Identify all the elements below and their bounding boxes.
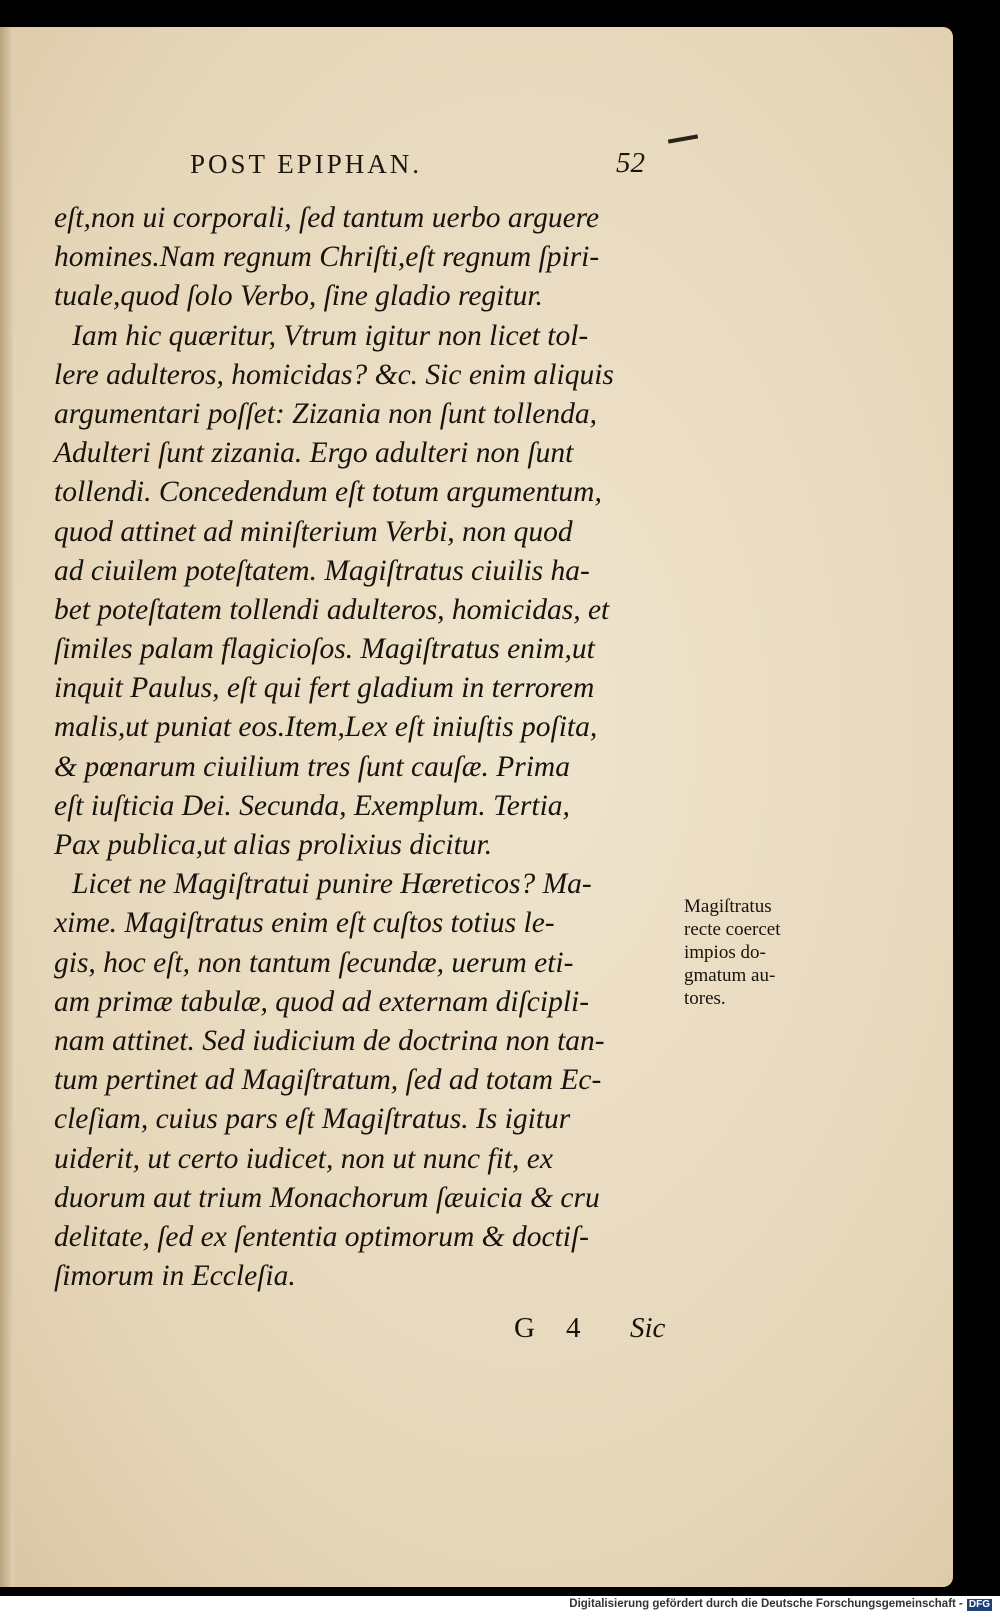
- margin-line: Magiſtratus: [684, 896, 772, 917]
- text-line: ſimorum in Eccleſia.: [54, 1260, 296, 1293]
- signature-mark: G: [514, 1312, 535, 1344]
- margin-line: gmatum au-: [684, 965, 776, 986]
- text-line: Pax publica,ut alias prolixius dicitur.: [54, 829, 493, 861]
- text-line: Licet ne Magiſtratui punire Hæreticos? Ma-: [72, 868, 592, 901]
- text-line: tollendi. Concedendum eſt totum argumentum,: [54, 476, 602, 509]
- dfg-logo: DFG: [968, 1599, 990, 1610]
- text-line: delitate, ſed ex ſententia optimorum & doctiſ-: [54, 1220, 589, 1253]
- ink-mark: [668, 134, 698, 143]
- text-line: tum pertinet ad Magiſtratum, ſed ad totam Ec-: [54, 1064, 602, 1097]
- margin-line: impios dо-: [684, 942, 766, 963]
- text-line: ad ciuilem poteſtatem. Magiſtratus ciuilis ha-: [54, 554, 590, 587]
- text-line: gis, hoc eſt, non tantum ſecundæ, uerum eti-: [54, 946, 574, 979]
- folio-number: 52: [616, 147, 645, 179]
- text-line: argumentari poſſet: Zizania non ſunt tollenda,: [54, 397, 598, 430]
- book-page: [0, 27, 953, 1587]
- footer-credit-text: Digitalisierung gefördert durch die Deutsche Forschungsgemeinschaft -: [569, 1598, 963, 1610]
- catchword: Sic: [630, 1312, 666, 1344]
- margin-line: tores.: [684, 988, 726, 1009]
- text-line: tuale,quod ſolo Verbo, ſine gladio regitur.: [54, 280, 543, 313]
- running-head: POST EPIPHAN.: [190, 149, 423, 179]
- text-line: & pœnarum ciuilium tres ſunt cauſæ. Prima: [54, 750, 570, 783]
- text-line: xime. Magiſtratus enim eſt cuſtos totius le-: [54, 907, 555, 940]
- footer-credit: [569, 1598, 992, 1611]
- text-line: uiderit, ut certo iudicet, non ut nunc fit, ex: [54, 1142, 553, 1175]
- margin-line: recte coercet: [684, 919, 781, 940]
- marginal-note: [684, 895, 844, 1010]
- text-line: quod attinet ad miniſterium Verbi, non quod: [54, 515, 573, 548]
- text-line: cleſiam, cuius pars eſt Magiſtratus. Is igitur: [54, 1103, 571, 1136]
- text-line: inquit Paulus, eſt qui fert gladium in terrorem: [54, 672, 595, 705]
- text-line: Adulteri ſunt zizania. Ergo adulteri non ſunt: [54, 437, 574, 470]
- text-line: bet poteſtatem tollendi adulteros, homicidas, et: [54, 593, 610, 626]
- body-text: [54, 199, 674, 1296]
- text-line: homines.Nam regnum Chriſti,eſt regnum ſpiri-: [54, 241, 600, 274]
- text-line: eſt,non ui corporali, ſed tantum uerbo arguere: [54, 202, 600, 234]
- page-gutter-edge: [0, 27, 14, 1587]
- text-line: duorum aut trium Monachorum ſæuicia & cru: [54, 1181, 600, 1214]
- text-line: am primæ tabulæ, quod ad externam diſcipli-: [54, 985, 590, 1018]
- text-line: Iam hic quæritur, Vtrum igitur non licet tol-: [72, 319, 589, 352]
- text-line: malis,ut puniat eos.Item,Lex eſt iniuſtis poſita,: [54, 711, 598, 744]
- text-line: ſimiles palam flagicioſos. Magiſtratus enim,ut: [54, 633, 595, 666]
- text-line: lere adulteros, homicidas? &c. Sic enim aliquis: [54, 358, 614, 391]
- signature-number: 4: [566, 1312, 581, 1344]
- text-line: eſt iuſticia Dei. Secunda, Exemplum. Tertia,: [54, 789, 570, 822]
- text-line: nam attinet. Sed iudicium de doctrina non tan-: [54, 1024, 605, 1057]
